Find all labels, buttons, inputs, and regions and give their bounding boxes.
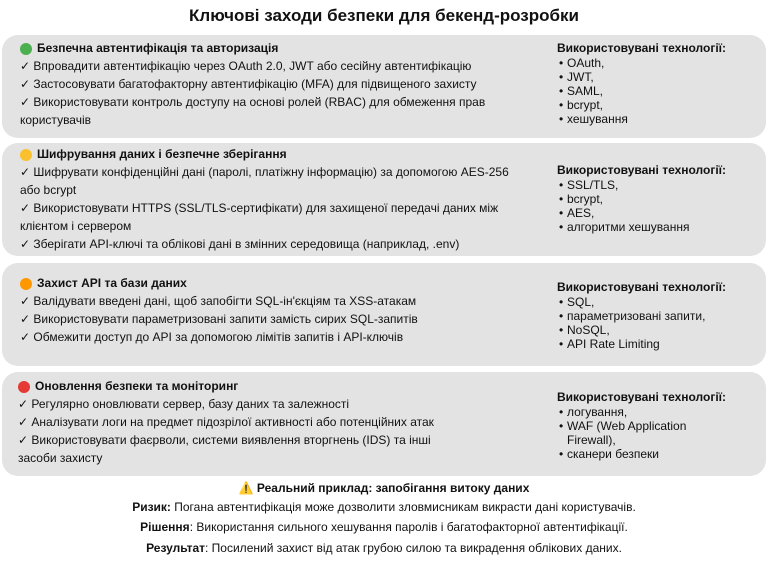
page-title: Ключові заходи безпеки для бекенд-розробки [189,6,579,25]
list-item: ✓ Впровадити автентифікацію через OAuth 2.0, JWT або сесійну автентифікацію [20,59,472,73]
tech-item: • API Rate Limiting [557,337,757,351]
tech-heading: Використовувані технології: [557,390,727,404]
section-monitoring [2,372,766,476]
tech-item: • bcrypt, [557,192,757,206]
orange-dot-icon [20,278,32,290]
section-api [2,263,766,366]
list-item: ✓ Аналізувати логи на предмет підозрілої активності або потенційних атак [18,415,434,429]
list-item: ✓ Використовувати фаєрволи, системи виявлення вторгнень (IDS) та інші засоби захисту [18,433,431,465]
list-item: ✓ Використовувати параметризовані запити замість сирих SQL-запитів [20,312,418,326]
red-dot-icon [18,381,30,393]
section-title-text: Оновлення безпеки та моніторинг [35,379,239,393]
list-item: ✓ Застосовувати багатофакторну автентифікацію (MFA) для підвищеного захисту [20,77,477,91]
example-heading-text: Реальний приклад: запобігання витоку даних [256,481,530,495]
example-solution [0,520,768,534]
section-title [18,378,518,395]
tech-item: • NoSQL, [557,323,757,337]
tech-item: • хешування [557,112,757,126]
section-title [20,146,520,163]
example-risk [0,500,768,514]
section-title-text: Безпечна автентифікація та авторизація [37,41,279,55]
tech-item: • WAF (Web Application Firewall), [557,419,707,447]
list-item: ✓ Шифрувати конфіденційні дані (паролі, платіжну інформацію) за допомогою AES-256 або bcrypt [20,165,509,197]
section-title-text: Шифрування даних і безпечне зберігання [37,147,287,161]
example-result [0,541,768,555]
result-label: Результат [146,541,206,555]
risk-label: Ризик: [132,500,171,514]
tech-heading: Використовувані технології: [557,280,727,294]
tech-item: • логування, [557,405,757,419]
tech-heading: Використовувані технології: [557,41,727,55]
warning-icon: ⚠️ [238,481,254,495]
list-item: ✓ Зберігати API-ключі та облікові дані в змінних середовища (наприклад, .env) [20,237,460,251]
tech-item: • JWT, [557,70,757,84]
list-item: ✓ Використовувати HTTPS (SSL/TLS-сертифікати) для захищеної передачі даних між клієнтом і сервером [20,201,499,233]
list-item: ✓ Регулярно оновлювати сервер, базу даних та залежності [18,397,350,411]
example-heading [0,481,768,495]
section-title [20,40,520,57]
result-text: : Посилений захист від атак грубою силою та викрадення облікових даних. [205,541,622,555]
section-auth [2,35,766,138]
tech-item: • AES, [557,206,757,220]
section-title [20,275,520,292]
list-item: ✓ Обмежити доступ до API за допомогою лімітів запитів і API-ключів [20,330,404,344]
risk-text: Погана автентифікація може дозволити зловмисникам викрасти дані користувачів. [170,500,636,514]
section-encryption [2,143,766,256]
section-title-text: Захист API та бази даних [37,276,187,290]
list-item: ✓ Використовувати контроль доступу на основі ролей (RBAC) для обмеження прав користувачів [20,95,486,127]
tech-item: • SAML, [557,84,757,98]
tech-item: • сканери безпеки [557,447,757,461]
yellow-dot-icon [20,149,32,161]
tech-item: • алгоритми хешування [557,220,757,234]
solution-label: Рішення [140,520,190,534]
green-dot-icon [20,43,32,55]
list-item: ✓ Валідувати введені дані, щоб запобігти SQL-ін'єкціям та XSS-атакам [20,294,417,308]
tech-item: • bcrypt, [557,98,757,112]
tech-item: • OAuth, [557,56,757,70]
tech-item: • SQL, [557,295,757,309]
tech-item: • параметризовані запити, [557,309,757,323]
solution-text: : Використання сильного хешування паролів і багатофакторної автентифікації. [189,520,628,534]
tech-item: • SSL/TLS, [557,178,757,192]
tech-heading: Використовувані технології: [557,163,727,177]
